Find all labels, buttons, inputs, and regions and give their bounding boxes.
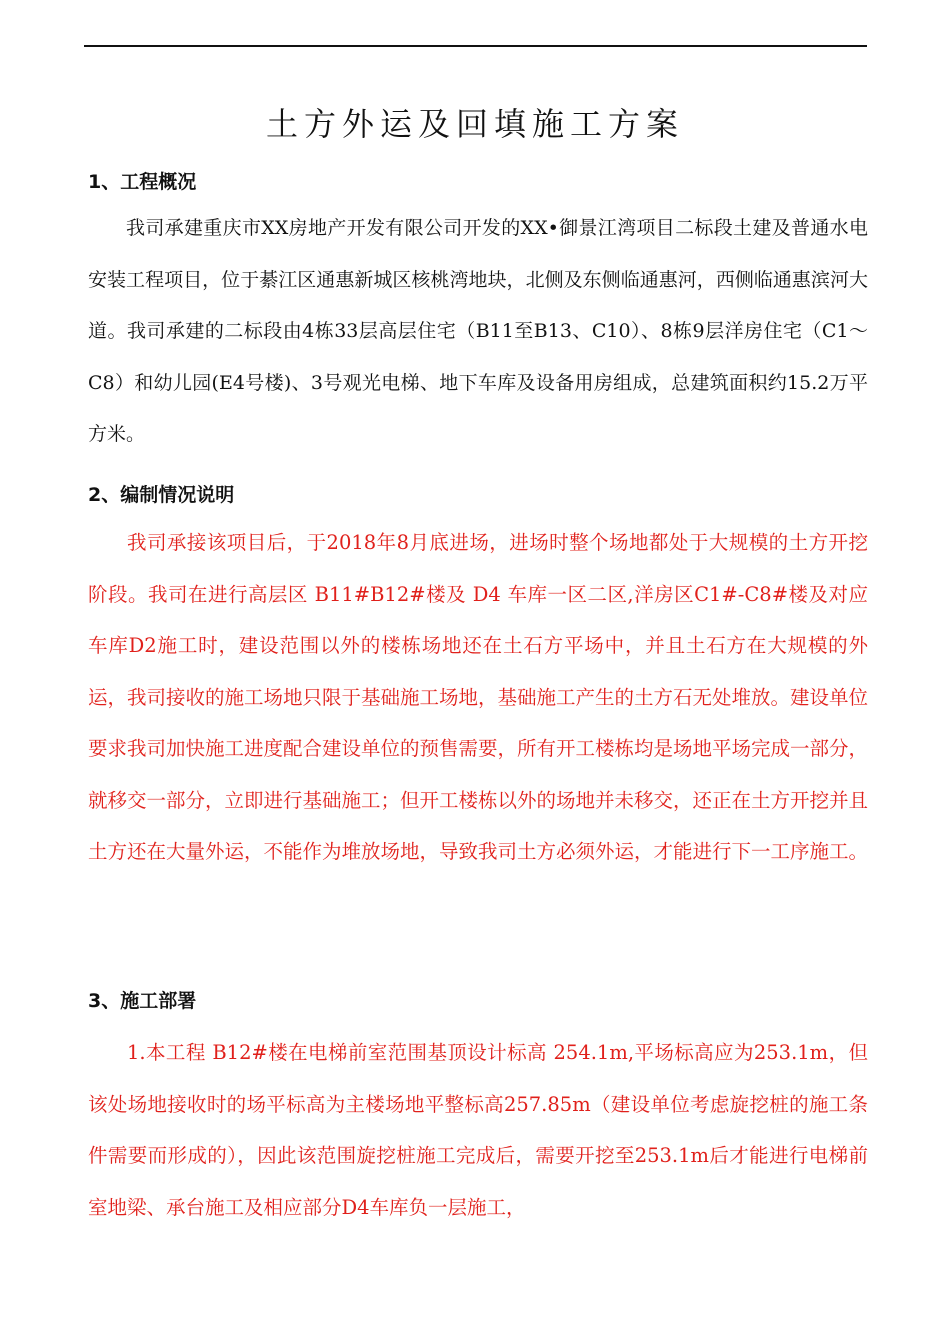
header-rule: [84, 45, 867, 47]
section-paragraph-deployment: 1.本工程 B12#楼在电梯前室范围基顶设计标高 254.1m,平场标高应为253.1m，但该处场地接收时的场平标高为主楼场地平整标高257.85m（建设单位考虑旋挖桩的施工条件需要而形成的），因此该范围旋挖桩施工完成后，需要开挖至253.1m后才能进行电梯前室地梁、承台施工及相应部分D4车库负一层施工，: [88, 1041, 868, 1219]
section-paragraph-overview: 我司承建重庆市XX房地产开发有限公司开发的XX•御景江湾项目二标段土建及普通水电安装工程项目，位于綦江区通惠新城区核桃湾地块，北侧及东侧临通惠河，西侧临通惠滨河大道。我司承建的二标段由4栋33层高层住宅（B11至B13、C10）、8栋9层洋房住宅（C1～C8）和幼儿园(E4号楼)、3号观光电梯、地下车库及设备用房组成，总建筑面积约15.2万平方米。: [88, 217, 868, 445]
section-paragraph-compilation: 我司承接该项目后，于2018年8月底进场，进场时整个场地都处于大规模的土方开挖阶段。我司在进行高层区 B11#B12#楼及 D4 车库一区二区,洋房区C1#-C8#楼及对应车库D2施工时，建设范围以外的楼栋场地还在土石方平场中，并且土石方在大规模的外运，我司接收的施工场地只限于基础施工场地，基础施工产生的土方石无处堆放。建设单位要求我司加快施工进度配合建设单位的预售需要，所有开工楼栋均是场地平场完成一部分，就移交一部分，立即进行基础施工；但开工楼栋以外的场地并未移交，还正在土方开挖并且土方还在大量外运，不能作为堆放场地，导致我司土方必须外运，才能进行下一工序施工。: [88, 531, 869, 863]
section-heading-compilation: 2、编制情况说明: [88, 484, 235, 506]
section-heading-deployment: 3、施工部署: [88, 990, 197, 1012]
section-heading-overview: 1、工程概况: [88, 171, 197, 193]
document-title: 土方外运及回填施工方案: [265, 105, 684, 144]
